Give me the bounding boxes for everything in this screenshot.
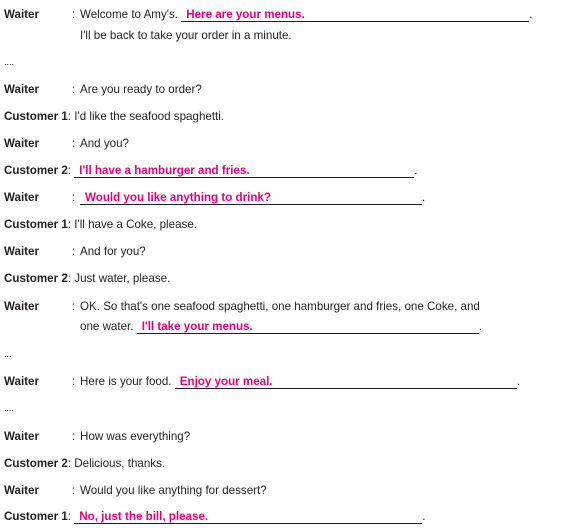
colon: :: [72, 484, 76, 497]
answer-text: Would you like anything to drink?: [85, 191, 271, 204]
line-content: [80, 6, 532, 24]
ellipsis: ...: [4, 349, 12, 359]
speaker-label: Customer 1: [4, 510, 68, 523]
colon: :: [72, 430, 76, 443]
line-text: I'll have a Coke, please.: [74, 218, 197, 231]
line-content: [4, 508, 426, 526]
line-content: [80, 373, 520, 391]
answer-text: I'll take your menus.: [141, 320, 253, 333]
line-text: How was everything?: [80, 430, 191, 443]
dialogue-line: [4, 135, 565, 153]
colon: :: [67, 510, 72, 523]
speaker-label: Waiter: [4, 430, 40, 443]
speaker-label: Waiter: [4, 8, 40, 21]
line-content: [4, 162, 418, 180]
line-end: .: [422, 191, 426, 204]
line-end: .: [422, 510, 426, 523]
line-content: [80, 189, 425, 207]
colon: :: [67, 110, 72, 123]
dialogue-line: [4, 428, 565, 446]
answer-text: Here are your menus.: [186, 8, 305, 21]
line-text: Here is your food.: [80, 375, 172, 388]
dialogue-line: [4, 108, 565, 126]
dialogue-line: [4, 6, 565, 24]
dialogue-line: [4, 81, 565, 99]
line-text: And you?: [80, 137, 129, 150]
colon: :: [67, 218, 72, 231]
speaker-label: Waiter: [4, 191, 40, 204]
line-text: Welcome to Amy's.: [80, 8, 178, 21]
dialogue-line: [4, 482, 565, 500]
colon: :: [67, 457, 72, 470]
line-content: [4, 216, 197, 234]
line-text: OK. So that's one seafood spaghetti, one hamburger and fries, one Coke, and: [80, 300, 480, 313]
dialogue-line-continuation: [80, 318, 482, 336]
dialogue-line: [4, 298, 565, 316]
answer-blank: [74, 510, 422, 524]
answer-blank: [175, 375, 517, 389]
colon: :: [72, 191, 76, 204]
answer-blank: [80, 191, 422, 205]
line-end: .: [516, 375, 520, 388]
ellipsis: ....: [4, 403, 15, 413]
line-text: I'd like the seafood spaghetti.: [74, 110, 225, 123]
answer-text: I'll have a hamburger and fries.: [79, 164, 250, 177]
line-text: Just water, please.: [74, 272, 171, 285]
line-text: Delicious, thanks.: [74, 457, 166, 470]
dialogue-line-continuation: [80, 27, 292, 45]
colon: :: [67, 164, 72, 177]
colon: :: [72, 375, 76, 388]
speaker-label: Waiter: [4, 375, 40, 388]
dialogue-line: [4, 373, 565, 391]
answer-blank: [181, 8, 529, 22]
speaker-label: Waiter: [4, 484, 40, 497]
dialogue-line: [4, 216, 565, 234]
line-end: .: [414, 164, 418, 177]
speaker-label: Customer 1: [4, 110, 68, 123]
dialogue-line: [4, 455, 565, 473]
line-text: Would you like anything for dessert?: [80, 484, 267, 497]
colon: :: [72, 245, 76, 258]
speaker-label: Customer 2: [4, 272, 68, 285]
dialogue-line: [4, 270, 565, 288]
line-text: Are you ready to order?: [80, 83, 202, 96]
speaker-label: Customer 2: [4, 164, 68, 177]
answer-text: Enjoy your meal.: [179, 375, 273, 388]
colon: :: [72, 300, 76, 313]
dialogue-line: [4, 162, 565, 180]
colon: :: [72, 137, 76, 150]
dialogue-line: [4, 189, 565, 207]
speaker-label: Customer 1: [4, 218, 68, 231]
dialogue-line: [4, 508, 565, 526]
answer-blank: [137, 320, 479, 334]
answer-blank: [74, 164, 414, 178]
line-text: And for you?: [80, 245, 146, 258]
answer-text: No, just the bill, please.: [79, 510, 209, 523]
speaker-label: Waiter: [4, 300, 40, 313]
line-content: [4, 455, 165, 473]
line-end: .: [478, 320, 482, 333]
line-text: I'll be back to take your order in a minute.: [80, 29, 292, 42]
line-content: [4, 270, 170, 288]
ellipsis: ....: [4, 57, 15, 67]
colon: :: [72, 8, 76, 21]
colon: :: [67, 272, 72, 285]
line-text: one water.: [80, 320, 134, 333]
speaker-label: Waiter: [4, 137, 40, 150]
colon: :: [72, 83, 76, 96]
speaker-label: Waiter: [4, 83, 40, 96]
dialogue-line: [4, 243, 565, 261]
speaker-label: Customer 2: [4, 457, 68, 470]
speaker-label: Waiter: [4, 245, 40, 258]
line-content: [4, 108, 224, 126]
line-end: .: [529, 8, 533, 21]
